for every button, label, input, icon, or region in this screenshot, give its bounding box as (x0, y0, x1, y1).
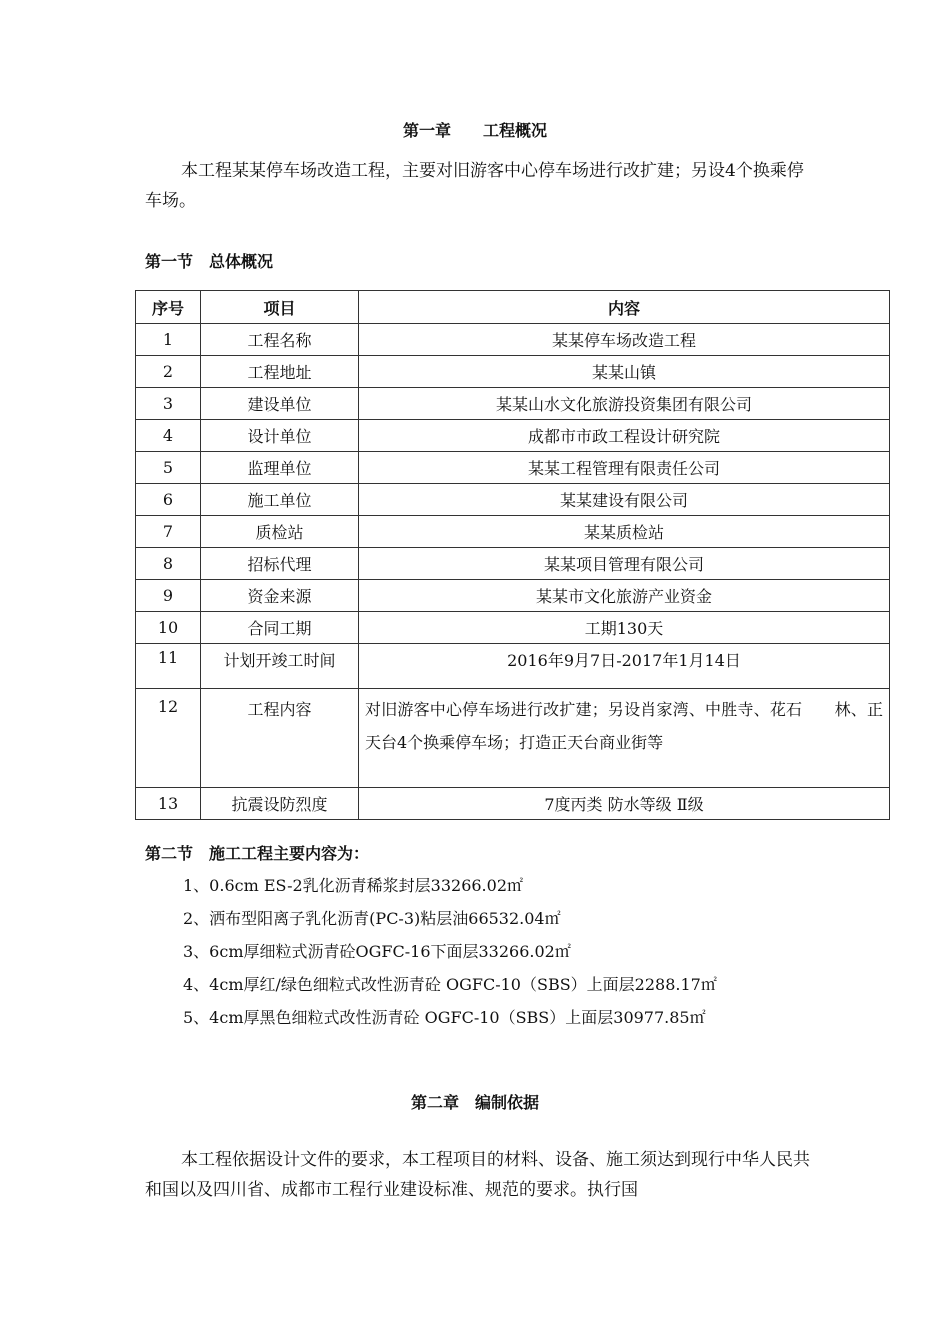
cell-item: 计划开竣工时间 (201, 644, 359, 689)
cell-item: 合同工期 (201, 612, 359, 644)
cell-content: 成都市市政工程设计研究院 (359, 420, 890, 452)
cell-item: 招标代理 (201, 548, 359, 580)
cell-index: 13 (136, 788, 201, 820)
chapter-1-title: 第一章 工程概况 (402, 121, 547, 140)
table-row (136, 788, 890, 820)
cell-item: 抗震设防烈度 (201, 788, 359, 820)
cell-item: 质检站 (201, 516, 359, 548)
cell-content: 某某停车场改造工程 (359, 324, 890, 356)
cell-content: 某某工程管理有限责任公司 (359, 452, 890, 484)
cell-content: 某某山镇 (359, 356, 890, 388)
table-row (136, 689, 890, 788)
list-item: 3、6cm厚细粒式沥青砼OGFC-16下面层33266.02㎡ (183, 942, 571, 961)
cell-index: 9 (136, 580, 201, 612)
cell-content: 某某质检站 (359, 516, 890, 548)
cell-content: 2016年9月7日-2017年1月14日 (359, 644, 890, 689)
list-item: 1、0.6cm ES-2乳化沥青稀浆封层33266.02㎡ (183, 876, 524, 895)
list-item: 4、4cm厚红/绿色细粒式改性沥青砼 OGFC-10（SBS）上面层2288.17㎡ (183, 975, 717, 994)
header-content: 内容 (359, 291, 890, 324)
cell-content: 工期130天 (359, 612, 890, 644)
cell-content: 7度丙类 防水等级 Ⅱ级 (359, 788, 890, 820)
cell-item: 建设单位 (201, 388, 359, 420)
cell-index: 7 (136, 516, 201, 548)
table-row (136, 580, 890, 612)
cell-index: 2 (136, 356, 201, 388)
table-row (136, 644, 890, 689)
chapter-1-intro: 本工程某某停车场改造工程，主要对旧游客中心停车场进行改扩建；另设4个换乘停车场。 (145, 161, 804, 211)
cell-item: 施工单位 (201, 484, 359, 516)
table-row (136, 612, 890, 644)
cell-item: 资金来源 (201, 580, 359, 612)
cell-index: 3 (136, 388, 201, 420)
table-row (136, 324, 890, 356)
cell-index: 4 (136, 420, 201, 452)
section-1-title: 第一节 总体概况 (145, 252, 274, 271)
header-index: 序号 (136, 291, 201, 324)
table-row (136, 356, 890, 388)
header-item: 项目 (201, 291, 359, 324)
table-row (136, 388, 890, 420)
table-row (136, 420, 890, 452)
cell-index: 12 (136, 689, 201, 788)
cell-content: 某某建设有限公司 (359, 484, 890, 516)
cell-item: 工程地址 (201, 356, 359, 388)
chapter-2-intro: 本工程依据设计文件的要求，本工程项目的材料、设备、施工须达到现行中华人民共和国以及四川省、成都市工程行业建设标准、规范的要求。执行国 (145, 1150, 810, 1200)
table-row (136, 548, 890, 580)
table-row (136, 516, 890, 548)
cell-index: 5 (136, 452, 201, 484)
list-item: 5、4cm厚黑色细粒式改性沥青砼 OGFC-10（SBS）上面层30977.85㎡ (183, 1008, 706, 1027)
cell-index: 6 (136, 484, 201, 516)
table-row (136, 452, 890, 484)
cell-index: 8 (136, 548, 201, 580)
table-header-row (136, 291, 890, 324)
cell-content: 某某项目管理有限公司 (359, 548, 890, 580)
cell-index: 11 (136, 644, 201, 689)
section-2-title: 第二节 施工工程主要内容为： (145, 844, 370, 863)
cell-content: 某某山水文化旅游投资集团有限公司 (359, 388, 890, 420)
cell-content: 对旧游客中心停车场进行改扩建；另设肖家湾、中胜寺、花石 林、正天台4个换乘停车场；打造正天台商业街等 (359, 689, 890, 788)
cell-index: 1 (136, 324, 201, 356)
cell-content: 某某市文化旅游产业资金 (359, 580, 890, 612)
cell-item: 工程名称 (201, 324, 359, 356)
cell-index: 10 (136, 612, 201, 644)
table-row (136, 484, 890, 516)
cell-item: 设计单位 (201, 420, 359, 452)
chapter-2-title: 第二章 编制依据 (410, 1093, 539, 1112)
cell-item: 工程内容 (201, 689, 359, 788)
list-item: 2、洒布型阳离子乳化沥青(PC-3)粘层油66532.04㎡ (183, 909, 561, 928)
cell-item: 监理单位 (201, 452, 359, 484)
overview-table (135, 290, 890, 820)
